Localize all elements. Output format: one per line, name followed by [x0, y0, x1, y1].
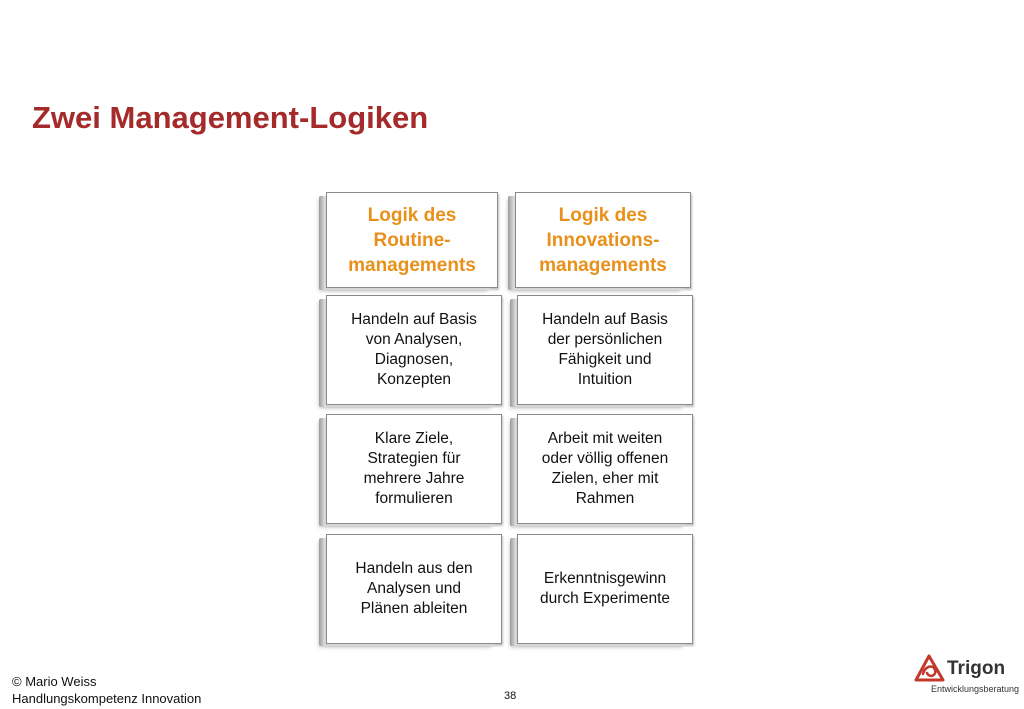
trigon-logo-icon: [913, 652, 947, 684]
card-routine-1: [326, 295, 502, 405]
footer-info: [12, 673, 201, 707]
header-card-routine: [326, 192, 498, 288]
card-innovation-2: [517, 414, 693, 524]
header-innovation-label: [533, 203, 673, 278]
card-innovation-1-text: Handeln auf Basis der persönlichen Fähigkeit und Intuition: [542, 311, 668, 388]
trigon-logo: [913, 652, 1020, 696]
footer-copyright: © Mario Weiss: [12, 674, 97, 689]
header-routine-label: [347, 203, 477, 278]
card-routine-2: [326, 414, 502, 524]
card-innovation-1: [517, 295, 693, 405]
logo-tagline: Entwicklungsberatung: [931, 684, 1020, 694]
header-innovation-text: Logik des Innovations-managements: [539, 204, 667, 276]
card-innovation-2-text: Arbeit mit weiten oder völlig offenen Zielen, eher mit Rahmen: [541, 430, 669, 507]
card-routine-3-text: Handeln aus den Analysen und Plänen ableiten: [355, 560, 473, 617]
card-routine-1-text: Handeln auf Basis von Analysen, Diagnosen, Konzepten: [351, 311, 477, 388]
footer-subtitle: Handlungskompetenz Innovation: [12, 691, 202, 706]
page-number: 38: [504, 690, 517, 702]
header-routine-text: Logik des Routine-managements: [348, 204, 476, 276]
card-innovation-3: [517, 534, 693, 644]
page-title: Zwei Management-Logiken: [32, 100, 429, 135]
card-routine-2-text: Klare Ziele, Strategien für mehrere Jahre formulieren: [363, 430, 465, 507]
card-routine-3: [326, 534, 502, 644]
header-card-innovation: [515, 192, 691, 288]
card-innovation-3-text: Erkenntnisgewinn durch Experimente: [539, 570, 671, 607]
logo-name: Trigon: [947, 658, 1006, 679]
